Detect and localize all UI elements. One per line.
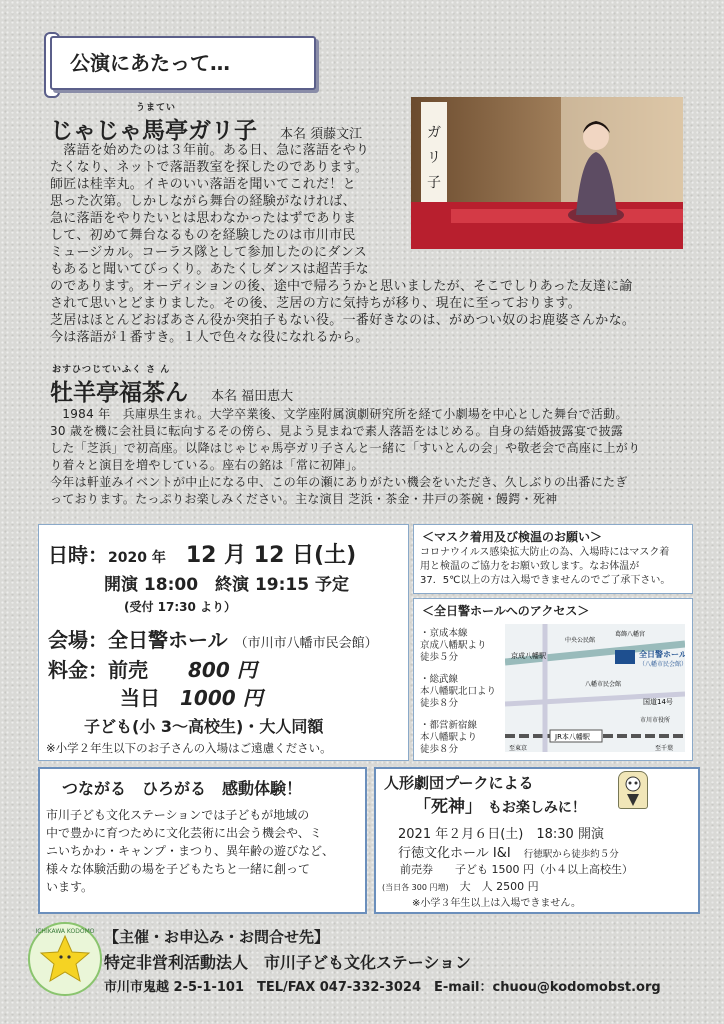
map-s1: 至東京 [509,745,528,752]
map-hall: 全日警ホール [639,650,685,659]
name-ruby: うまてい [136,103,177,113]
svg-text:リ: リ [427,150,441,166]
bio-line: たくなり、ネットで落語教室を探したのであります。 [50,160,369,175]
bio-line: 急に落語をやりたいとは思わなかったはずでありま [50,211,357,226]
tsunagaru-line: 様々な体験活動の場を子どもたちと一緒に創って [46,862,311,876]
tsunagaru-line: います。 [46,880,94,894]
bio-line: 今は落語が１番すき。１人で色々な役になれるから。 [50,330,369,345]
mask-line: 37．5℃以上の方は入場できませんのでご了承下さい。 [420,575,671,586]
tsunagaru-line: 市川子ども文化ステーションでは子どもが地域の [46,808,310,822]
route-line: 徒歩８分 [420,744,459,755]
event-title3: もお楽しみに！ [487,800,586,816]
access-routes [420,628,496,756]
bio-line: っております。たっぷりお楽しみください。主な演目 芝浜・茶金・井戸の茶碗・饅鍔・死神 [50,492,558,506]
time: 開演 18:00 終演 19:15 予定 [104,575,349,595]
map-jr: JR本八幡駅 [555,733,590,741]
map-city: 市川市役所 [640,717,671,724]
performer1-realname: 本名 須藤文江 [280,127,363,142]
venue-note: （市川市八幡市民会館） [234,636,378,651]
reception: (受付 17:30 より） [124,600,237,614]
bio-line: 師匠は桂幸丸。イキのいい落語を聞いてこれだ！と [50,177,356,192]
child-price: 子ども 1500 円（小４以上高校生） [455,863,633,876]
bio-line: り着々と演目を増やしている。座右の銘は「常に初陣」。 [50,458,364,472]
footer-head: 【主催・お申込み・お問合せ先】 [104,928,330,946]
event-price-child [400,861,633,877]
org-logo [28,922,102,996]
date: 12 月 12 日(土) [185,543,357,568]
route-line: 京成八幡駅より [420,640,487,651]
tsunagaru-line: ニいちかわ・キャンプ・まつり、異年齢の遊びなど、 [46,844,335,858]
route-line: 本八幡駅北口より [420,686,497,697]
day-note: (当日各 300 円増) [382,883,449,892]
fee-day-label: 当日 [120,686,160,710]
date-row [48,538,356,569]
event-title1: 人形劇団プークによる [384,774,534,792]
footer-address: 市川市鬼越 2-5-1-101 TEL/FAX 047-332-3024 E-mail：chuou@kodomobst.org [104,980,661,995]
map-station: 京成八幡駅 [511,652,546,660]
bio-line: 思った次第。しかしながら舞台の経験がなければ、 [50,194,356,209]
footer-org: 特定非営利活動法人 市川子ども文化ステーション [104,953,472,972]
map-yawata: 葛飾八幡宮 [615,631,646,638]
logo-text: ICHIKAWA KODOMO [35,928,95,935]
bio-line: した「芝浜」で初高座。以降はじゃじゃ馬亭ガリ子さんと一緒に「すいとんの会」や敬老会で高座に上がり [50,441,641,455]
performer2-name [50,374,293,407]
performer2-realname: 本名 福田恵大 [211,389,294,404]
route-line: 徒歩５分 [420,652,459,663]
map-bank: 八幡市民会館 [585,681,622,688]
performer1-bio-wide [50,278,700,346]
tsunagaru-text [46,806,334,896]
performer1-name [50,112,362,145]
bio-line: 芝居はほとんどおばあさん役か突拍子もない役。一番好きなのは、がめつい奴のお鹿婆さんかな。 [50,313,636,328]
access-title: ＜全日警ホールへのアクセス＞ [422,604,590,618]
bio-line: もあると聞いてびっくり。あたくしダンスは超苦手な [50,262,369,277]
map-park: 中央公民館 [565,637,596,644]
fee-day: 1000 円 [180,686,263,710]
performer-photo [411,97,683,249]
year: 2020 年 [108,550,166,566]
tsunagaru-title: つながる ひろがる 感動体験！ [62,779,303,798]
bio-line: 30 歳を機に会社員に転向するその傍ら、見よう見まねで素人落語をはじめる。自身の結婚披露宴で披露 [50,424,624,438]
event-venue: 行徳文化ホール I&I [398,846,511,861]
event-note: ※小学３年生以上は入場できません。 [412,898,581,909]
puppet-icon [618,771,648,809]
adult-price: 大 人 2500 円 [459,880,539,893]
route-line: 徒歩８分 [420,698,459,709]
audience: 子ども(小 3～高校生)・大人同額 [84,717,324,736]
banner-title: 公演にあたって… [70,51,230,75]
route-line: ・総武線 [420,674,459,685]
fee-adv: 800 円 [188,658,257,682]
performer1-bio [50,142,420,278]
route-line: ・都営新宿線 [420,720,478,731]
svg-text:子: 子 [427,175,441,191]
bio-line: のであります。オーディションの後、途中で帰ろうかと思いましたが、そこでしりあった友達に諭 [50,279,633,294]
route-line: 本八幡駅より [420,732,478,743]
event-date: 2021 年２月６日(土) 18:30 開演 [398,827,604,842]
performer2-name-text: 牡羊亭福茶ん [50,380,188,406]
map-route: 国道14号 [643,698,673,706]
name-ruby: おすひつじていふく さ ん [52,365,171,375]
bio-line: して、初めて舞台なるものを経験したのは市川市民 [50,228,356,243]
bio-line: 落語を始めたのは３年前。ある日、急に落語をやり [50,143,370,158]
performer1-name-text: じゃじゃ馬亭ガリ子 [50,118,257,144]
fee-label: 料金：前売 [48,658,148,682]
fee-day-row [120,682,263,711]
event-venue-note: 行徳駅から徒歩約５分 [523,849,619,860]
event-title2 [414,792,586,817]
date-label: 日時： [48,543,108,567]
tsunagaru-line: 中で豊かに育つために文化芸術に出会う機会や、ミ [46,826,322,840]
route-line: ・京成本線 [420,628,468,639]
mask-line: 用と検温のご協力をお願い致します。なお体温が [420,561,640,572]
bio-line: されて思いとどまりました。その後、芝居の方に気持ちが移り、現在に至っております。 [50,296,581,311]
event-title2a: 「死神」 [414,797,482,817]
bio-line: 1984 年 兵庫県生まれ。大学卒業後、文学座附属演劇研究所を経て小劇場を中心とした舞台で活動。 [50,407,628,421]
mask-line: コロナウイルス感染拡大防止の為、入場時にはマスク着 [420,547,670,558]
map-hall-sub: （八幡市民会館） [639,661,685,668]
venue-label: 会場：全日警ホール [48,628,228,652]
mask-title: ＜マスク着用及び検温のお願い＞ [422,530,603,544]
adv-label: 前売券 [400,863,433,876]
event-venue-row [398,842,619,861]
info-note: ※小学２年生以下のお子さんの入場はご遠慮ください。 [46,741,332,755]
bio-line: ミュージカル。コーラス隊として参加したのにダンス [50,245,367,260]
map-s2: 至千葉 [655,745,674,752]
svg-text:ガ: ガ [427,125,441,141]
venue-row [48,624,378,653]
bio-line: 今年は軒並みイベントが中止になる中、この年の瀬にありがたい機会をいただき、久しぶりの出番にたぎ [50,475,628,489]
performer2-bio [50,406,710,508]
access-map [505,624,685,752]
event-price-adult [382,878,539,894]
fee-row [48,654,257,683]
mask-text [420,546,670,588]
